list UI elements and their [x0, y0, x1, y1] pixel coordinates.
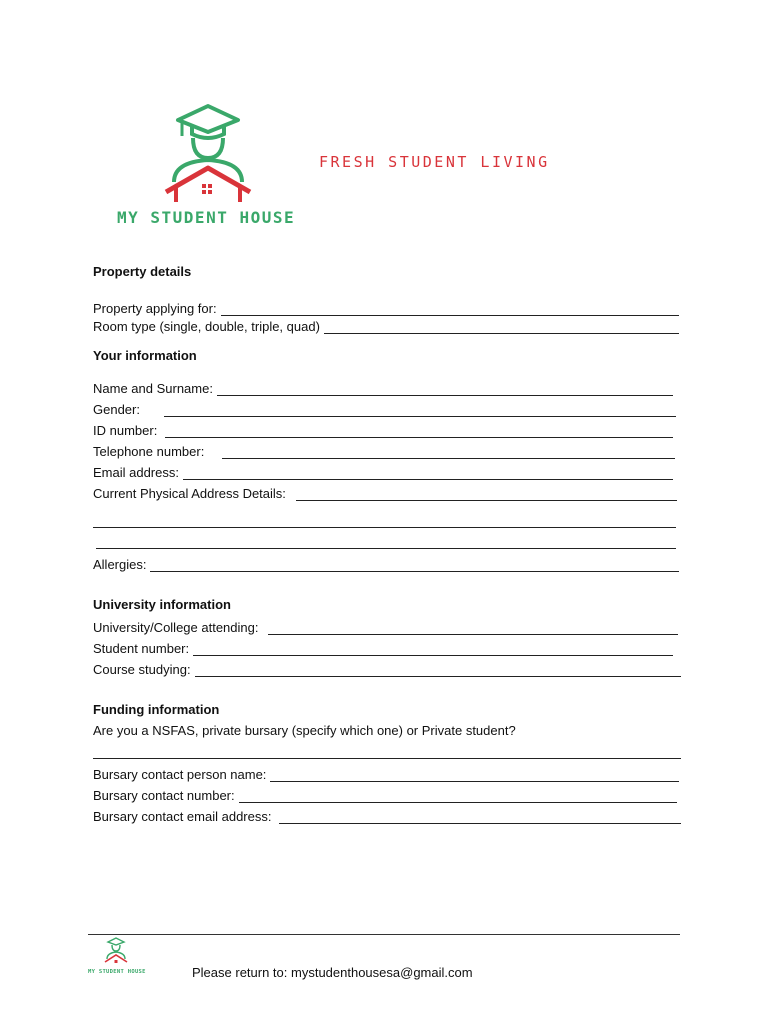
- room-type-field[interactable]: [93, 316, 679, 334]
- bursary-contact-number-label: Bursary contact number:: [93, 788, 235, 803]
- id-number-field[interactable]: [93, 420, 673, 438]
- return-email-text: Please return to: mystudenthousesa@gmail.com: [192, 965, 473, 980]
- bursary-contact-name-field[interactable]: [93, 764, 679, 782]
- email-line[interactable]: [183, 466, 673, 480]
- address-line-3[interactable]: [96, 534, 676, 549]
- telephone-field[interactable]: [93, 441, 675, 459]
- allergies-field[interactable]: [93, 554, 679, 572]
- university-attending-label: University/College attending:: [93, 620, 259, 635]
- email-field[interactable]: [93, 462, 673, 480]
- address-field[interactable]: [93, 483, 677, 501]
- logo-text: MY STUDENT HOUSE: [117, 208, 296, 227]
- room-type-line[interactable]: [324, 320, 679, 334]
- gender-line[interactable]: [164, 403, 676, 417]
- gender-label: Gender:: [93, 402, 140, 417]
- gender-field[interactable]: [93, 399, 676, 417]
- address-line[interactable]: [296, 487, 677, 501]
- email-label: Email address:: [93, 465, 179, 480]
- student-number-line[interactable]: [193, 642, 673, 656]
- bursary-contact-name-line[interactable]: [270, 768, 679, 782]
- university-attending-field[interactable]: [93, 617, 678, 635]
- student-number-field[interactable]: [93, 638, 673, 656]
- footer-logo-text: MY STUDENT HOUSE: [88, 969, 146, 975]
- bursary-contact-name-label: Bursary contact person name:: [93, 767, 267, 782]
- tagline: FRESH STUDENT LIVING: [319, 153, 550, 171]
- funding-information-heading: Funding information: [93, 702, 220, 717]
- student-number-label: Student number:: [93, 641, 190, 656]
- bursary-contact-email-line[interactable]: [279, 810, 681, 824]
- telephone-line[interactable]: [222, 445, 675, 459]
- name-line[interactable]: [217, 382, 673, 396]
- property-applying-label: Property applying for:: [93, 301, 217, 316]
- address-line-2[interactable]: [93, 513, 676, 528]
- footer-divider: [88, 934, 680, 935]
- course-field[interactable]: [93, 659, 681, 677]
- room-type-label: Room type (single, double, triple, quad): [93, 319, 320, 334]
- id-number-label: ID number:: [93, 423, 158, 438]
- id-number-line[interactable]: [165, 424, 673, 438]
- bursary-contact-number-line[interactable]: [239, 789, 677, 803]
- university-attending-line[interactable]: [268, 621, 678, 635]
- university-information-heading: University information: [93, 597, 231, 612]
- funding-answer-line[interactable]: [93, 744, 681, 759]
- allergies-line[interactable]: [150, 558, 679, 572]
- funding-question: Are you a NSFAS, private bursary (specify which one) or Private student?: [93, 723, 516, 738]
- bursary-contact-email-field[interactable]: [93, 806, 681, 824]
- bursary-contact-email-label: Bursary contact email address:: [93, 809, 272, 824]
- course-line[interactable]: [195, 663, 681, 677]
- your-information-heading: Your information: [93, 348, 197, 363]
- property-details-heading: Property details: [93, 264, 192, 279]
- telephone-label: Telephone number:: [93, 444, 205, 459]
- property-applying-line[interactable]: [221, 302, 679, 316]
- name-label: Name and Surname:: [93, 381, 213, 396]
- course-label: Course studying:: [93, 662, 191, 677]
- allergies-label: Allergies:: [93, 557, 147, 572]
- bursary-contact-number-field[interactable]: [93, 785, 677, 803]
- property-applying-field[interactable]: [93, 298, 679, 316]
- name-field[interactable]: [93, 378, 673, 396]
- address-label: Current Physical Address Details:: [93, 486, 286, 501]
